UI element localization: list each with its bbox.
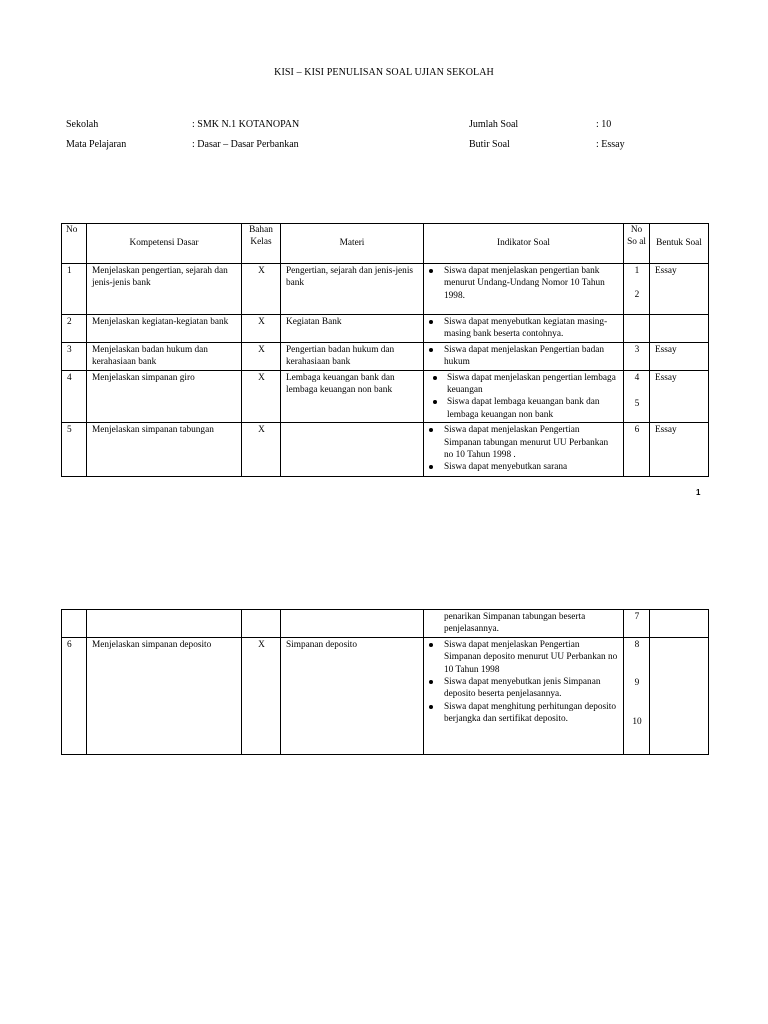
row-kompetensi: Menjelaskan kegiatan-kegiatan bank [87, 315, 242, 343]
no-soal-value: 2 [634, 290, 640, 301]
header-no-soal: No So al [624, 224, 650, 264]
table-header-row [62, 224, 709, 264]
no-soal-value: 6 [634, 425, 640, 436]
indikator-item: Siswa dapat menyebutkan sarana [429, 461, 619, 473]
row-no: 2 [62, 315, 87, 343]
row-indikator [424, 370, 624, 423]
row-no-soal [624, 610, 650, 638]
no-soal-value: 1 [634, 266, 640, 276]
no-soal-value: 8 [634, 639, 640, 650]
row-no-soal [624, 315, 650, 343]
row-bentuk-soal: Essay [650, 370, 709, 423]
no-soal-value: 3 [634, 344, 640, 355]
row-materi: Kegiatan Bank [281, 315, 424, 343]
no-soal-value: 10 [632, 716, 642, 727]
indikator-item: Siswa dapat menjelaskan Pengertian badan hukum [429, 344, 619, 369]
indikator-item: Siswa dapat menghitung perhitungan deposito berjangka dan sertifikat deposito. [429, 701, 619, 726]
row-kompetensi: Menjelaskan simpanan tabungan [87, 423, 242, 477]
row-bentuk-soal: Essay [650, 423, 709, 477]
table-row [62, 315, 709, 343]
row-no-soal [624, 370, 650, 423]
row-no-soal [624, 423, 650, 477]
table-row [62, 637, 709, 754]
total-questions-value: : 10 [596, 119, 612, 130]
no-soal-value: 9 [634, 678, 640, 689]
row-no: 6 [62, 637, 87, 754]
row-no-soal [624, 637, 650, 754]
row-bentuk-soal [650, 315, 709, 343]
table-row [62, 423, 709, 477]
header-bahan-kelas: Bahan Kelas [242, 224, 281, 264]
row-kompetensi: Menjelaskan simpanan deposito [87, 637, 242, 754]
row-bahan-kelas: X [242, 264, 281, 315]
row-no-soal [624, 342, 650, 370]
row-kompetensi: Menjelaskan simpanan giro [87, 370, 242, 423]
row-kompetensi [87, 610, 242, 638]
page-number: 1 [696, 488, 701, 497]
row-bentuk-soal: Essay [650, 264, 709, 315]
row-bahan-kelas: X [242, 315, 281, 343]
header-bentuk-soal: Bentuk Soal [650, 224, 709, 264]
row-bahan-kelas: X [242, 342, 281, 370]
row-indikator [424, 423, 624, 477]
row-bentuk-soal: Essay [650, 342, 709, 370]
row-bahan-kelas: X [242, 637, 281, 754]
row-no [62, 610, 87, 638]
indikator-item: Siswa dapat menyebutkan jenis Simpanan deposito beserta penjelasannya. [429, 676, 619, 701]
no-soal-value: 7 [634, 612, 640, 622]
table-row [62, 370, 709, 423]
indikator-item: Siswa dapat lembaga keuangan bank dan lembaga keuangan non bank [429, 396, 619, 421]
row-materi: Simpanan deposito [281, 637, 424, 754]
indikator-item: Siswa dapat menyebutkan kegiatan masing-masing bank beserta contohnya. [429, 316, 619, 341]
header-materi: Materi [281, 224, 424, 264]
total-questions-label: Jumlah Soal [469, 119, 519, 130]
subject-label: Mata Pelajaran [66, 139, 127, 150]
school-label: Sekolah [66, 119, 99, 130]
table-row [62, 264, 709, 315]
table-row [62, 342, 709, 370]
row-no: 4 [62, 370, 87, 423]
row-bentuk-soal [650, 637, 709, 754]
row-kompetensi: Menjelaskan pengertian, sejarah dan jenis-jenis bank [87, 264, 242, 315]
kisi-table-page2 [61, 609, 709, 755]
row-no: 1 [62, 264, 87, 315]
row-bahan-kelas: X [242, 423, 281, 477]
school-value: : SMK N.1 KOTANOPAN [192, 119, 300, 130]
row-kompetensi: Menjelaskan badan hukum dan kerahasiaan bank [87, 342, 242, 370]
row-indikator [424, 264, 624, 315]
subject-value: : Dasar – Dasar Perbankan [192, 139, 299, 150]
row-materi: Pengertian badan hukum dan kerahasiaan bank [281, 342, 424, 370]
row-indikator-continuation: penarikan Simpanan tabungan beserta penjelasannya. [424, 610, 624, 638]
row-indikator [424, 342, 624, 370]
indikator-item: Siswa dapat menjelaskan pengertian lembaga keuangan [429, 372, 619, 397]
row-indikator [424, 637, 624, 754]
indikator-item: Siswa dapat menjelaskan Pengertian Simpanan tabungan menurut UU Perbankan no 10 Tahun 1998 . [429, 424, 619, 461]
no-soal-value: 4 [634, 372, 640, 383]
header-kompetensi-dasar: Kompetensi Dasar [87, 224, 242, 264]
row-materi: Lembaga keuangan bank dan lembaga keuangan non bank [281, 370, 424, 423]
table-row [62, 610, 709, 638]
kisi-table-page1 [61, 223, 709, 477]
row-no: 5 [62, 423, 87, 477]
header-no: No [62, 224, 87, 264]
document-title: KISI – KISI PENULISAN SOAL UJIAN SEKOLAH [274, 67, 494, 78]
row-bentuk-soal [650, 610, 709, 638]
question-type-label: Butir Soal [469, 139, 510, 150]
header-indikator-soal: Indikator Soal [424, 224, 624, 264]
row-materi [281, 610, 424, 638]
no-soal-value: 5 [634, 399, 640, 410]
indikator-item: Siswa dapat menjelaskan Pengertian Simpanan deposito menurut UU Perbankan no 10 Tahun 1998 [429, 639, 619, 676]
row-no: 3 [62, 342, 87, 370]
row-bahan-kelas [242, 610, 281, 638]
question-type-value: : Essay [596, 139, 625, 150]
row-indikator [424, 315, 624, 343]
row-no-soal [624, 264, 650, 315]
indikator-item: Siswa dapat menjelaskan pengertian bank menurut Undang-Undang Nomor 10 Tahun 1998. [429, 265, 619, 302]
row-bahan-kelas: X [242, 370, 281, 423]
row-materi [281, 423, 424, 477]
row-materi: Pengertian, sejarah dan jenis-jenis bank [281, 264, 424, 315]
